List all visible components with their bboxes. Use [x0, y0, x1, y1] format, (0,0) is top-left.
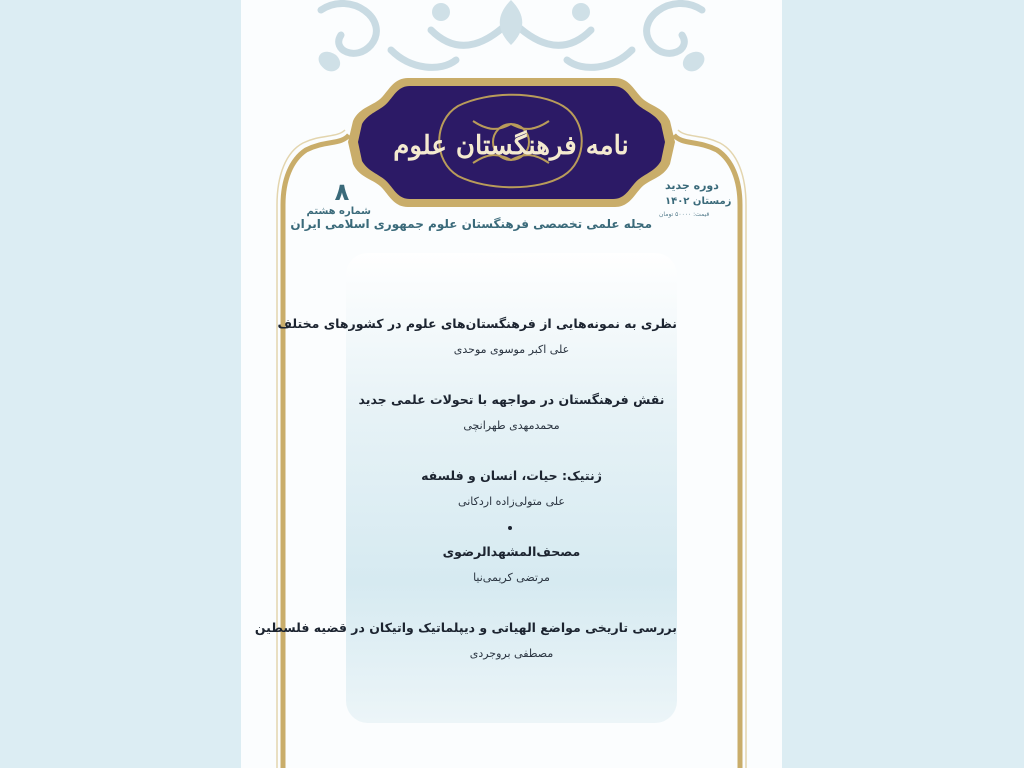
edition-label: دوره جدید [665, 179, 719, 192]
toc-title-3: ژنتیک: حیات، انسان و فلسفه [421, 468, 602, 483]
logo-text: نامه فرهنگستان علوم [393, 131, 629, 161]
toc-author-2: محمدمهدی طهرانچی [463, 419, 560, 432]
issue-number: ۸ [334, 178, 350, 206]
issue-label: شماره هشتم [306, 206, 371, 217]
toc-title-2: نقش فرهنگستان در مواجهه با تحولات علمی جدید [358, 392, 665, 407]
season-label: زمستان ۱۴۰۲ [665, 196, 732, 207]
toc-title-1: نظری به نمونه‌هایی از فرهنگستان‌های علوم در کشورهای مختلف [277, 316, 677, 331]
price-label: قیمت: ۵۰۰۰۰ تومان [659, 211, 710, 218]
toc-separator-dot [508, 526, 512, 530]
toc-author-5: مصطفی بروجردی [469, 647, 554, 660]
journal-subtitle: مجله علمی تخصصی فرهنگستان علوم جمهوری اسلامی ایران [290, 217, 652, 231]
magazine-cover [241, 0, 782, 768]
toc-author-3: علی متولی‌زاده اردکانی [458, 495, 565, 508]
toc-author-1: علی اکبر موسوی موحدی [453, 343, 570, 356]
journal-logo [348, 76, 675, 209]
toc-title-5: بررسی تاریخی مواضع الهیاتی و دیپلماتیک واتیکان در قضیه فلسطین [254, 620, 677, 635]
toc-author-4: مرتضی کریمی‌نیا [473, 571, 550, 584]
toc-title-4: مصحف‌المشهدالرضوی [442, 544, 581, 559]
